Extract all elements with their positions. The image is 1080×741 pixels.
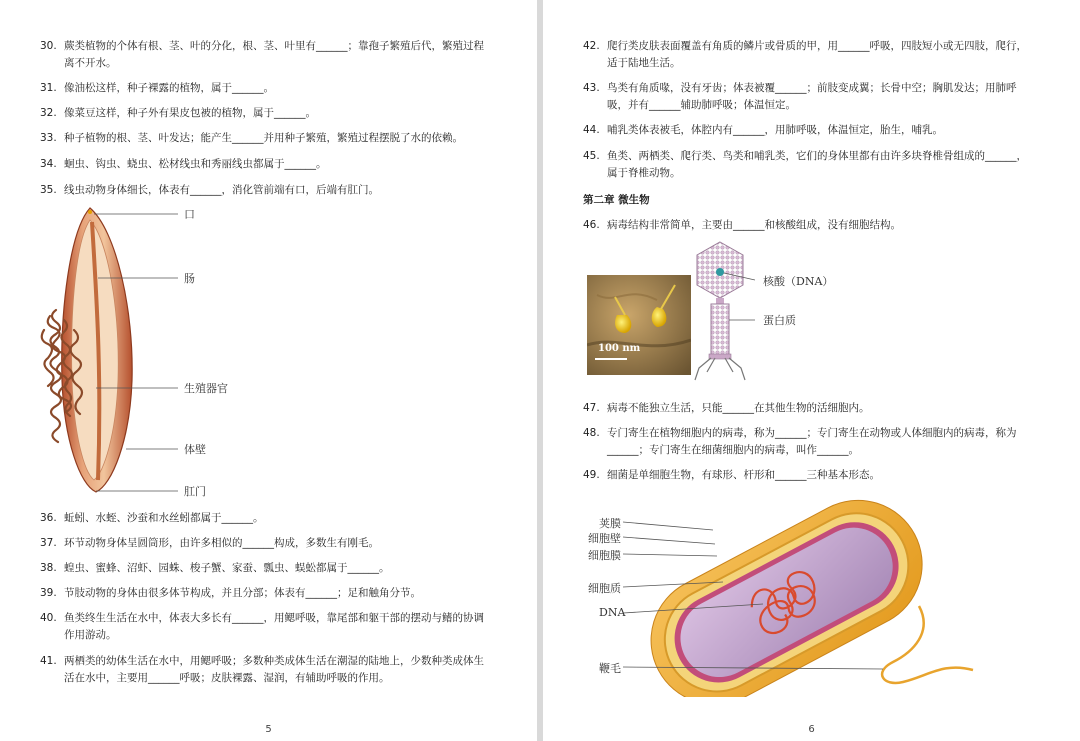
right-page: 42. 爬行类皮肤表面覆盖有角质的鳞片或骨质的甲，用______呼吸，四肢短小或无四肢，爬行， 适于陆地生活。 43. 鸟类有角质喙，没有牙齿；体表被覆______；前肢变成翼；长骨中空；胸肌发达；用肺呼 吸，并有______辅助肺呼吸；体温恒定。 44. 哺乳类体表被毛，体腔内有______，用肺呼吸，体温恒定，胎生，哺乳。 45. 鱼类、两栖类、爬行类、鸟类和哺乳类，它们的身体里都有由许多块脊椎骨组成的______， 属于脊椎动物。 第二章 微生物 46. 病毒结构非常简单，主要由______和核酸组成，没有细胞结构。 100 nm 核酸（DNA） 蛋白质 47. 病毒不能独立生活，只能______在其他生物的活细胞内。 48. 专门寄生在植物细胞内的病毒，称为______；专门寄生在动物或人体细胞内的病毒，称为 ______；专门寄生在细菌细胞内的病毒，叫作______。 49. 细菌是单细胞生物，有球形、杆形和______三种基本形态。 荚膜 细胞壁 细胞膜 细胞质 DNA 鞭毛 6: [543, 0, 1080, 741]
phage-tail: [711, 304, 729, 356]
label-reproductive-organ: 生殖器官: [184, 382, 228, 395]
label-cell-wall: 细胞壁: [588, 532, 621, 545]
mouth-dot: [88, 210, 92, 214]
page-number: 6: [808, 724, 815, 735]
label-anus: 肛门: [184, 485, 206, 498]
label-mouth: 口: [184, 208, 195, 221]
label-nucleic-acid: 核酸（DNA）: [763, 275, 834, 288]
label-intestine: 肠: [184, 272, 195, 285]
label-dna: DNA: [599, 606, 626, 619]
nematode-diagram: [36, 200, 256, 505]
label-flagellum: 鞭毛: [599, 662, 621, 675]
left-page: 30. 蕨类植物的个体有根、茎、叶的分化，根、茎、叶里有______；靠孢子繁殖后代，繁殖过程 离不开水。 31. 像油松这样，种子裸露的植物，属于______。 32. 像菜豆这样，种子外有果皮包被的植物，属于______。 33. 种子植物的根、茎、叶发达；能产生______并用种子繁殖，繁殖过程摆脱了水的依赖。 34. 蛔虫、钩虫、蛲虫、松材线虫和秀丽线虫都属于______。 35. 线虫动物身体细长，体表有______，消化管前端有口，后端有肛门。 口 肠 生殖器官 体壁 肛门 36. 蚯蚓、水蛭、沙蚕和水丝蚓都属于______。 37. 环节动物身体呈圆筒形，由许多相似的______构成，多数生有刚毛。 38. 蝗虫、蜜蜂、沼虾、园蛛、梭子蟹、家蚕、瓢虫、蜈蚣都属于______。 39. 节肢动物的身体由很多体节构成，并且分部；体表有______；足和触角分节。 40. 鱼类终生生活在水中，体表大多长有______，用鳃呼吸，靠尾部和躯干部的摆动与鳍的协调 作用游动。 41. 两栖类的幼体生活在水中，用鳃呼吸；多数种类成体生活在潮湿的陆地上，少数种类成体生 活在水中，主要用______呼吸；皮肤裸露、湿润，有辅助呼吸的作用。 5: [0, 0, 537, 741]
section-title: 第二章 微生物: [583, 194, 650, 206]
label-protein: 蛋白质: [763, 314, 796, 327]
bacterium-diagram: [583, 492, 1003, 697]
scale-bar-label: 100 nm: [598, 343, 641, 354]
label-cytoplasm: 细胞质: [588, 582, 621, 595]
phage-diagram: [685, 240, 755, 385]
phage-tail-fibers: [695, 358, 745, 380]
phage-dna: [716, 268, 724, 276]
page-number: 5: [265, 724, 272, 735]
virus-micrograph: [587, 275, 691, 375]
label-capsule: 荚膜: [599, 517, 621, 530]
label-cell-membrane: 细胞膜: [588, 549, 621, 562]
label-body-wall: 体壁: [184, 443, 206, 456]
bacterium-flagellum: [882, 606, 973, 683]
